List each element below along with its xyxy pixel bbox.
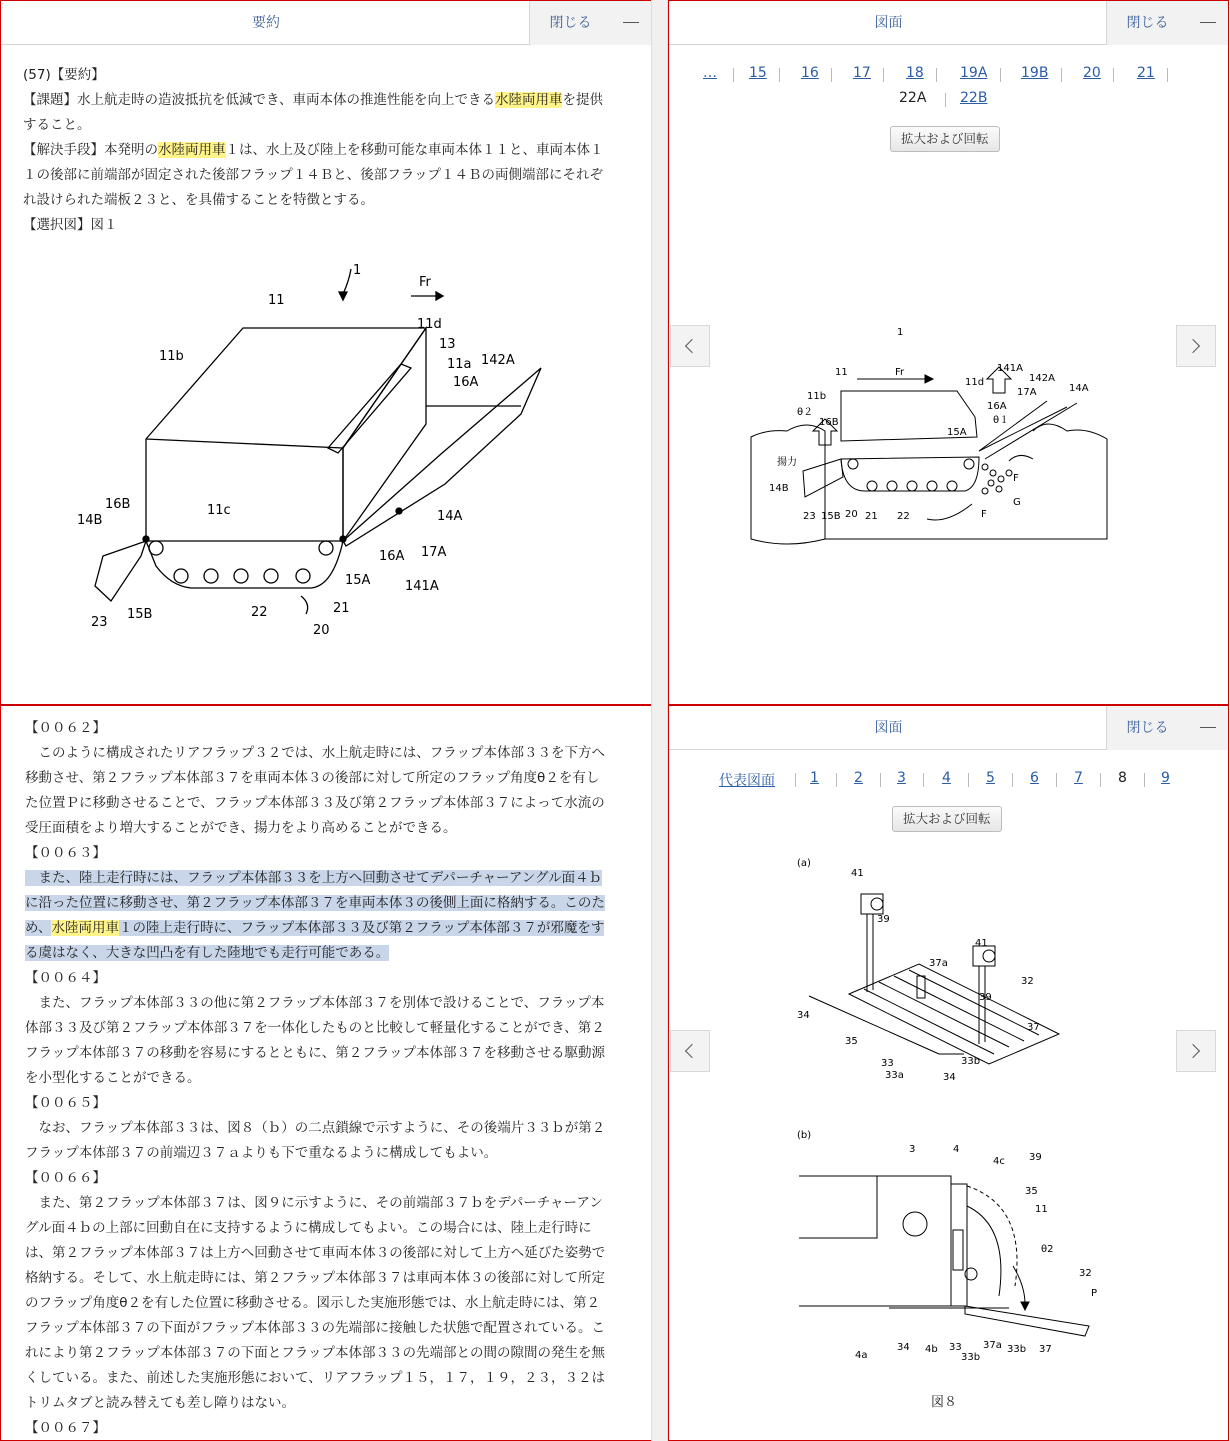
text-span: 【選択図】図１	[23, 217, 118, 233]
text-line	[25, 1241, 629, 1266]
svg-text:(b): (b)	[797, 1130, 812, 1141]
text-span: を小型化することができる。	[25, 1070, 201, 1086]
abstract-text	[23, 63, 629, 238]
figure-link[interactable]: 19A	[960, 65, 988, 81]
figure-link[interactable]: 4	[942, 770, 951, 786]
figure-link[interactable]: 18	[906, 65, 924, 81]
text-span: 体部３３及び第２フラップ本体部３７を一体化したものと比較して軽量化することができ、第２	[25, 1020, 605, 1036]
text-line	[23, 138, 629, 163]
svg-text:Fr: Fr	[895, 367, 905, 378]
text-span: また、陸上走行時には、フラップ本体部３３を上方へ回動させてデパーチャーアングル面４ｂ	[25, 870, 603, 886]
text-span: た位置Ｐに移動させることで、フラップ本体部３３及び第２フラップ本体部３７によって水流の	[25, 795, 605, 811]
svg-text:141A: 141A	[405, 579, 439, 594]
figure-link[interactable]: 16	[801, 65, 819, 81]
text-line	[25, 866, 629, 891]
svg-text:15B: 15B	[127, 607, 153, 622]
text-line	[23, 88, 629, 113]
text-span: グル面４ｂの上部に回動自在に支持するように構成してもよい。この場合には、陸上走行時に	[25, 1220, 592, 1236]
text-line	[25, 1266, 629, 1291]
text-line	[25, 1091, 629, 1116]
next-figure-button[interactable]	[1176, 1030, 1216, 1072]
nav-separator	[1113, 68, 1114, 82]
minus-icon	[1200, 727, 1216, 728]
highlighted-term: 水陸両用車	[158, 142, 226, 158]
svg-text:16A: 16A	[987, 401, 1007, 412]
minimize-button[interactable]	[1188, 706, 1228, 750]
svg-text:33b: 33b	[1007, 1344, 1027, 1355]
svg-text:4: 4	[953, 1144, 960, 1155]
text-span: フラップ本体部３７の移動を容易にするとともに、第２フラップ本体部３７を移動させる駆動源	[25, 1045, 605, 1061]
text-line	[23, 163, 629, 188]
svg-text:33b: 33b	[961, 1056, 981, 1067]
close-button[interactable]: 閉じる	[1106, 1, 1188, 45]
prev-figure-button[interactable]	[670, 325, 710, 367]
svg-text:17A: 17A	[1017, 387, 1037, 398]
svg-text:39: 39	[1029, 1152, 1042, 1163]
chevron-right-icon	[1186, 339, 1200, 353]
abstract-figure-labels	[77, 263, 515, 638]
svg-text:20: 20	[313, 623, 330, 638]
text-span: フラップ本体部３７の下面がフラップ本体部３３の先端部に接触した状態で配置されている。こ	[25, 1320, 605, 1336]
svg-text:33: 33	[949, 1342, 962, 1353]
svg-text:16B: 16B	[105, 497, 131, 512]
text-span: くしている。また、前述した実施形態において、リアフラップ１５，１７，１９，２３，３２は	[25, 1370, 605, 1386]
figure-link[interactable]: 7	[1074, 770, 1083, 786]
text-line	[25, 1391, 629, 1416]
text-span: め、	[25, 920, 52, 936]
nav-separator	[1012, 773, 1013, 787]
drawing-panel-header	[669, 706, 1228, 750]
svg-text:21: 21	[865, 511, 878, 522]
text-line	[25, 966, 629, 991]
text-span: に沿った位置に移動させ、第２フラップ本体部３７を車両本体３の後側上面に格納する。このた	[25, 895, 605, 911]
svg-text:33a: 33a	[885, 1070, 904, 1081]
svg-text:15A: 15A	[345, 573, 371, 588]
svg-text:22: 22	[897, 511, 910, 522]
svg-text:141A: 141A	[997, 363, 1023, 374]
svg-text:P: P	[1091, 1288, 1098, 1299]
nav-separator	[831, 68, 832, 82]
abstract-panel	[0, 0, 651, 705]
text-line	[25, 1066, 629, 1091]
svg-text:11a: 11a	[447, 357, 472, 372]
highlighted-term: 水陸両用車	[51, 920, 119, 936]
svg-text:11: 11	[268, 293, 285, 308]
svg-text:34: 34	[897, 1342, 910, 1353]
figure-link[interactable]: 19B	[1021, 65, 1049, 81]
figure-link[interactable]: 9	[1161, 770, 1170, 786]
chevron-right-icon	[1186, 1044, 1200, 1058]
figure-link[interactable]: 1	[810, 770, 819, 786]
text-span: 【課題】水上航走時の造波抵抗を低減でき、車両本体の推進性能を向上できる	[23, 92, 495, 108]
text-span: 移動させ、第２フラップ本体部３７を車両本体３の後部に対して所定のフラップ角度θ２を有し	[25, 770, 600, 786]
nav-separator	[1100, 773, 1101, 787]
minimize-button[interactable]	[1188, 1, 1228, 45]
svg-text:θ２: θ２	[797, 407, 814, 418]
nav-separator	[883, 68, 884, 82]
svg-text:11: 11	[835, 367, 848, 378]
text-span: のフラップ角度θ２を有した位置に移動させる。図示した実施形態では、水上航走時には、第２	[25, 1295, 600, 1311]
svg-text:35: 35	[1025, 1186, 1038, 1197]
text-span: は、第２フラップ本体部３７は上方へ回動させて車両本体３の後部に対して上方へ延びた姿勢で	[25, 1245, 606, 1261]
nav-separator	[779, 68, 780, 82]
text-span: すること。	[23, 117, 91, 133]
svg-text:39: 39	[979, 992, 992, 1003]
figure-link[interactable]: 代表図面	[719, 773, 775, 789]
text-span: (57)【要約】	[23, 67, 105, 83]
panel-title: 要約	[252, 15, 280, 31]
drawing-figure-a-labels	[797, 858, 1040, 1083]
close-button[interactable]: 閉じる	[1106, 706, 1188, 750]
svg-text:142A: 142A	[1029, 373, 1055, 384]
text-line	[25, 1141, 629, 1166]
svg-text:4a: 4a	[855, 1350, 868, 1361]
svg-text:33b: 33b	[961, 1352, 981, 1363]
svg-text:(a): (a)	[797, 858, 811, 869]
figure-link[interactable]: 5	[986, 770, 995, 786]
text-line	[25, 1116, 629, 1141]
svg-text:32: 32	[1021, 976, 1034, 987]
nav-separator	[1061, 68, 1062, 82]
nav-separator	[1167, 68, 1168, 82]
panel-gutter	[651, 0, 668, 1441]
svg-text:4b: 4b	[925, 1344, 938, 1355]
svg-text:14A: 14A	[437, 509, 463, 524]
text-span: １の陸上走行時に、フラップ本体部３３及び第２フラップ本体部３７が邪魔をす	[118, 920, 605, 936]
figure-nav	[669, 770, 1230, 794]
description-text	[25, 716, 629, 1441]
svg-text:37: 37	[1027, 1022, 1040, 1033]
text-line	[23, 63, 629, 88]
prev-figure-button[interactable]	[670, 1030, 710, 1072]
chevron-left-icon	[685, 339, 699, 353]
figure-link[interactable]: 15	[749, 65, 767, 81]
text-line	[25, 741, 629, 766]
nav-separator	[1000, 68, 1001, 82]
nav-separator	[836, 773, 837, 787]
text-span: 【００６２】	[25, 720, 106, 736]
text-line	[25, 1291, 629, 1316]
zoom-rotate-button[interactable]: 拡大および回転	[890, 126, 1000, 152]
svg-text:Fr: Fr	[419, 275, 431, 290]
svg-text:142A: 142A	[481, 353, 515, 368]
abstract-figure	[77, 256, 561, 641]
drawing-figure-top	[747, 319, 1117, 549]
text-line	[25, 941, 629, 966]
text-line	[25, 716, 629, 741]
close-button[interactable]: 閉じる	[529, 1, 611, 45]
svg-text:13: 13	[439, 337, 456, 352]
text-line	[23, 213, 629, 238]
text-span: 【００６５】	[25, 1095, 106, 1111]
text-span: また、第２フラップ本体部３７は、図９に示すように、その前端部３７ｂをデパーチャーアン	[25, 1195, 603, 1211]
svg-text:16B: 16B	[819, 417, 839, 428]
svg-text:41: 41	[851, 868, 864, 879]
drawing-panel-bottom	[668, 705, 1229, 1441]
highlighted-term: 水陸両用車	[494, 92, 563, 108]
current-figure: 22A	[899, 90, 927, 106]
text-line	[25, 1016, 629, 1041]
nav-separator	[1144, 773, 1145, 787]
minus-icon	[623, 22, 639, 23]
svg-text:14B: 14B	[769, 483, 789, 494]
svg-text:14B: 14B	[77, 513, 103, 528]
nav-separator	[1056, 773, 1057, 787]
svg-text:34: 34	[797, 1010, 810, 1021]
nav-separator	[936, 68, 937, 82]
text-span: 【解決手段】本発明の	[23, 142, 158, 158]
text-span: また、フラップ本体部３３の他に第２フラップ本体部３７を別体で設けることで、フラップ本	[25, 995, 605, 1011]
text-line	[25, 916, 629, 941]
text-span: 【００６４】	[25, 970, 106, 986]
svg-text:23: 23	[803, 511, 816, 522]
figure-link[interactable]: 21	[1137, 65, 1155, 81]
text-span: る虞はなく、大きな凹凸を有した陸地でも走行可能である。	[25, 945, 390, 961]
nav-separator	[733, 68, 734, 82]
text-span: １は、水上及び陸上を移動可能な車両本体１１と、車両本体１	[225, 142, 604, 158]
description-panel	[0, 705, 651, 1441]
text-span: １の後部に前端部が固定された後部フラップ１４Ｂと、後部フラップ１４Ｂの両側端部にそれぞ	[23, 167, 603, 183]
svg-text:23: 23	[91, 615, 108, 630]
svg-text:15B: 15B	[821, 511, 841, 522]
svg-text:11b: 11b	[159, 349, 184, 364]
svg-text:11d: 11d	[965, 377, 985, 388]
text-line	[25, 1341, 629, 1366]
nav-separator	[923, 773, 924, 787]
svg-text:θ１: θ１	[993, 415, 1010, 426]
text-line	[25, 1366, 629, 1391]
text-line	[25, 891, 629, 916]
text-span: 【００６６】	[25, 1170, 106, 1186]
svg-text:20: 20	[845, 509, 858, 520]
text-span: れ設けられた端板２３と、を具備することを特徴とする。	[23, 192, 374, 208]
nav-separator	[968, 773, 969, 787]
text-line	[23, 188, 629, 213]
text-line	[25, 816, 629, 841]
drawing-panel-top	[668, 0, 1229, 705]
svg-text:16A: 16A	[453, 375, 479, 390]
next-figure-button[interactable]	[1176, 325, 1216, 367]
text-span: を提供	[562, 92, 603, 108]
figure-link[interactable]: 3	[897, 770, 906, 786]
svg-text:14A: 14A	[1069, 383, 1089, 394]
text-span: れにより第２フラップ本体部３７の下面とフラップ本体部３３の先端部との間の隙間の発生を無	[25, 1345, 605, 1361]
nav-separator	[945, 93, 946, 107]
svg-text:G: G	[1013, 497, 1021, 508]
svg-text:35: 35	[845, 1036, 858, 1047]
zoom-rotate-button[interactable]: 拡大および回転	[892, 806, 1002, 832]
text-span: フラップ本体部３７の前端辺３７ａよりも下で重なるように構成してもよい。	[25, 1145, 498, 1161]
text-line	[25, 1166, 629, 1191]
figure-link[interactable]: 2	[854, 770, 863, 786]
text-span: なお、フラップ本体部３３は、図８（ｂ）の二点鎖線で示すように、その後端片３３ｂが第２	[25, 1120, 606, 1136]
nav-separator	[880, 773, 881, 787]
svg-text:揚力: 揚力	[777, 457, 797, 468]
svg-text:11: 11	[1035, 1204, 1048, 1215]
text-line	[25, 1316, 629, 1341]
svg-text:37a: 37a	[929, 958, 948, 969]
svg-text:1: 1	[897, 327, 904, 338]
text-line	[25, 766, 629, 791]
text-line	[25, 991, 629, 1016]
text-line	[25, 1041, 629, 1066]
svg-text:15A: 15A	[947, 427, 967, 438]
drawing-panel-header	[669, 1, 1228, 45]
svg-text:37a: 37a	[983, 1340, 1002, 1351]
figure-caption: 図８	[931, 1395, 958, 1410]
svg-text:37: 37	[1039, 1344, 1052, 1355]
svg-text:3: 3	[909, 1144, 916, 1155]
text-span: 【００６７】	[25, 1420, 106, 1436]
text-line	[25, 1416, 629, 1441]
text-line	[25, 1191, 629, 1216]
svg-text:1: 1	[353, 263, 362, 278]
minimize-button[interactable]	[611, 1, 651, 45]
figure-link[interactable]: 6	[1030, 770, 1039, 786]
text-span: トリムタブと読み替えても差し障りはない。	[25, 1395, 295, 1411]
abstract-panel-header	[1, 1, 651, 45]
svg-text:39: 39	[877, 914, 890, 925]
figure-link[interactable]: 17	[853, 65, 871, 81]
minus-icon	[1200, 22, 1216, 23]
svg-text:32: 32	[1079, 1268, 1092, 1279]
svg-text:11b: 11b	[807, 391, 827, 402]
text-line	[23, 113, 629, 138]
figure-link[interactable]: 22B	[960, 90, 988, 106]
drawing-figure-a	[789, 854, 1089, 1084]
drawing-figure-b-labels	[797, 1130, 1097, 1363]
panel-title: 図面	[874, 15, 903, 31]
text-span: このように構成されたリアフラップ３２では、水上航走時には、フラップ本体部３３を下方へ	[25, 745, 605, 761]
svg-text:16A: 16A	[379, 549, 405, 564]
svg-text:33: 33	[881, 1058, 894, 1069]
svg-text:θ2: θ2	[1041, 1244, 1054, 1255]
text-span: 受圧面積をより増大することができ、揚力をより高めることができる。	[25, 820, 457, 836]
drawing-figure-b	[789, 1126, 1109, 1366]
svg-text:11c: 11c	[207, 503, 231, 518]
figure-nav	[669, 65, 1230, 115]
svg-text:21: 21	[333, 601, 350, 616]
figure-link[interactable]: …	[703, 65, 717, 81]
svg-text:F: F	[981, 509, 987, 520]
svg-text:41: 41	[975, 938, 988, 949]
svg-text:22: 22	[251, 605, 268, 620]
svg-text:17A: 17A	[421, 545, 447, 560]
svg-text:4c: 4c	[993, 1156, 1005, 1167]
text-line	[25, 841, 629, 866]
text-span: 格納する。そして、水上航走時には、第２フラップ本体部３７は車両本体３の後部に対して所定	[25, 1270, 605, 1286]
text-span: 【００６３】	[25, 845, 106, 861]
nav-separator	[795, 773, 796, 787]
text-line	[25, 1216, 629, 1241]
svg-text:F: F	[1013, 473, 1019, 484]
panel-title: 図面	[874, 720, 903, 736]
current-figure: 8	[1118, 770, 1127, 786]
text-line	[25, 791, 629, 816]
figure-link[interactable]: 20	[1083, 65, 1101, 81]
svg-text:34: 34	[943, 1072, 956, 1083]
svg-text:11d: 11d	[417, 317, 442, 332]
chevron-left-icon	[685, 1044, 699, 1058]
